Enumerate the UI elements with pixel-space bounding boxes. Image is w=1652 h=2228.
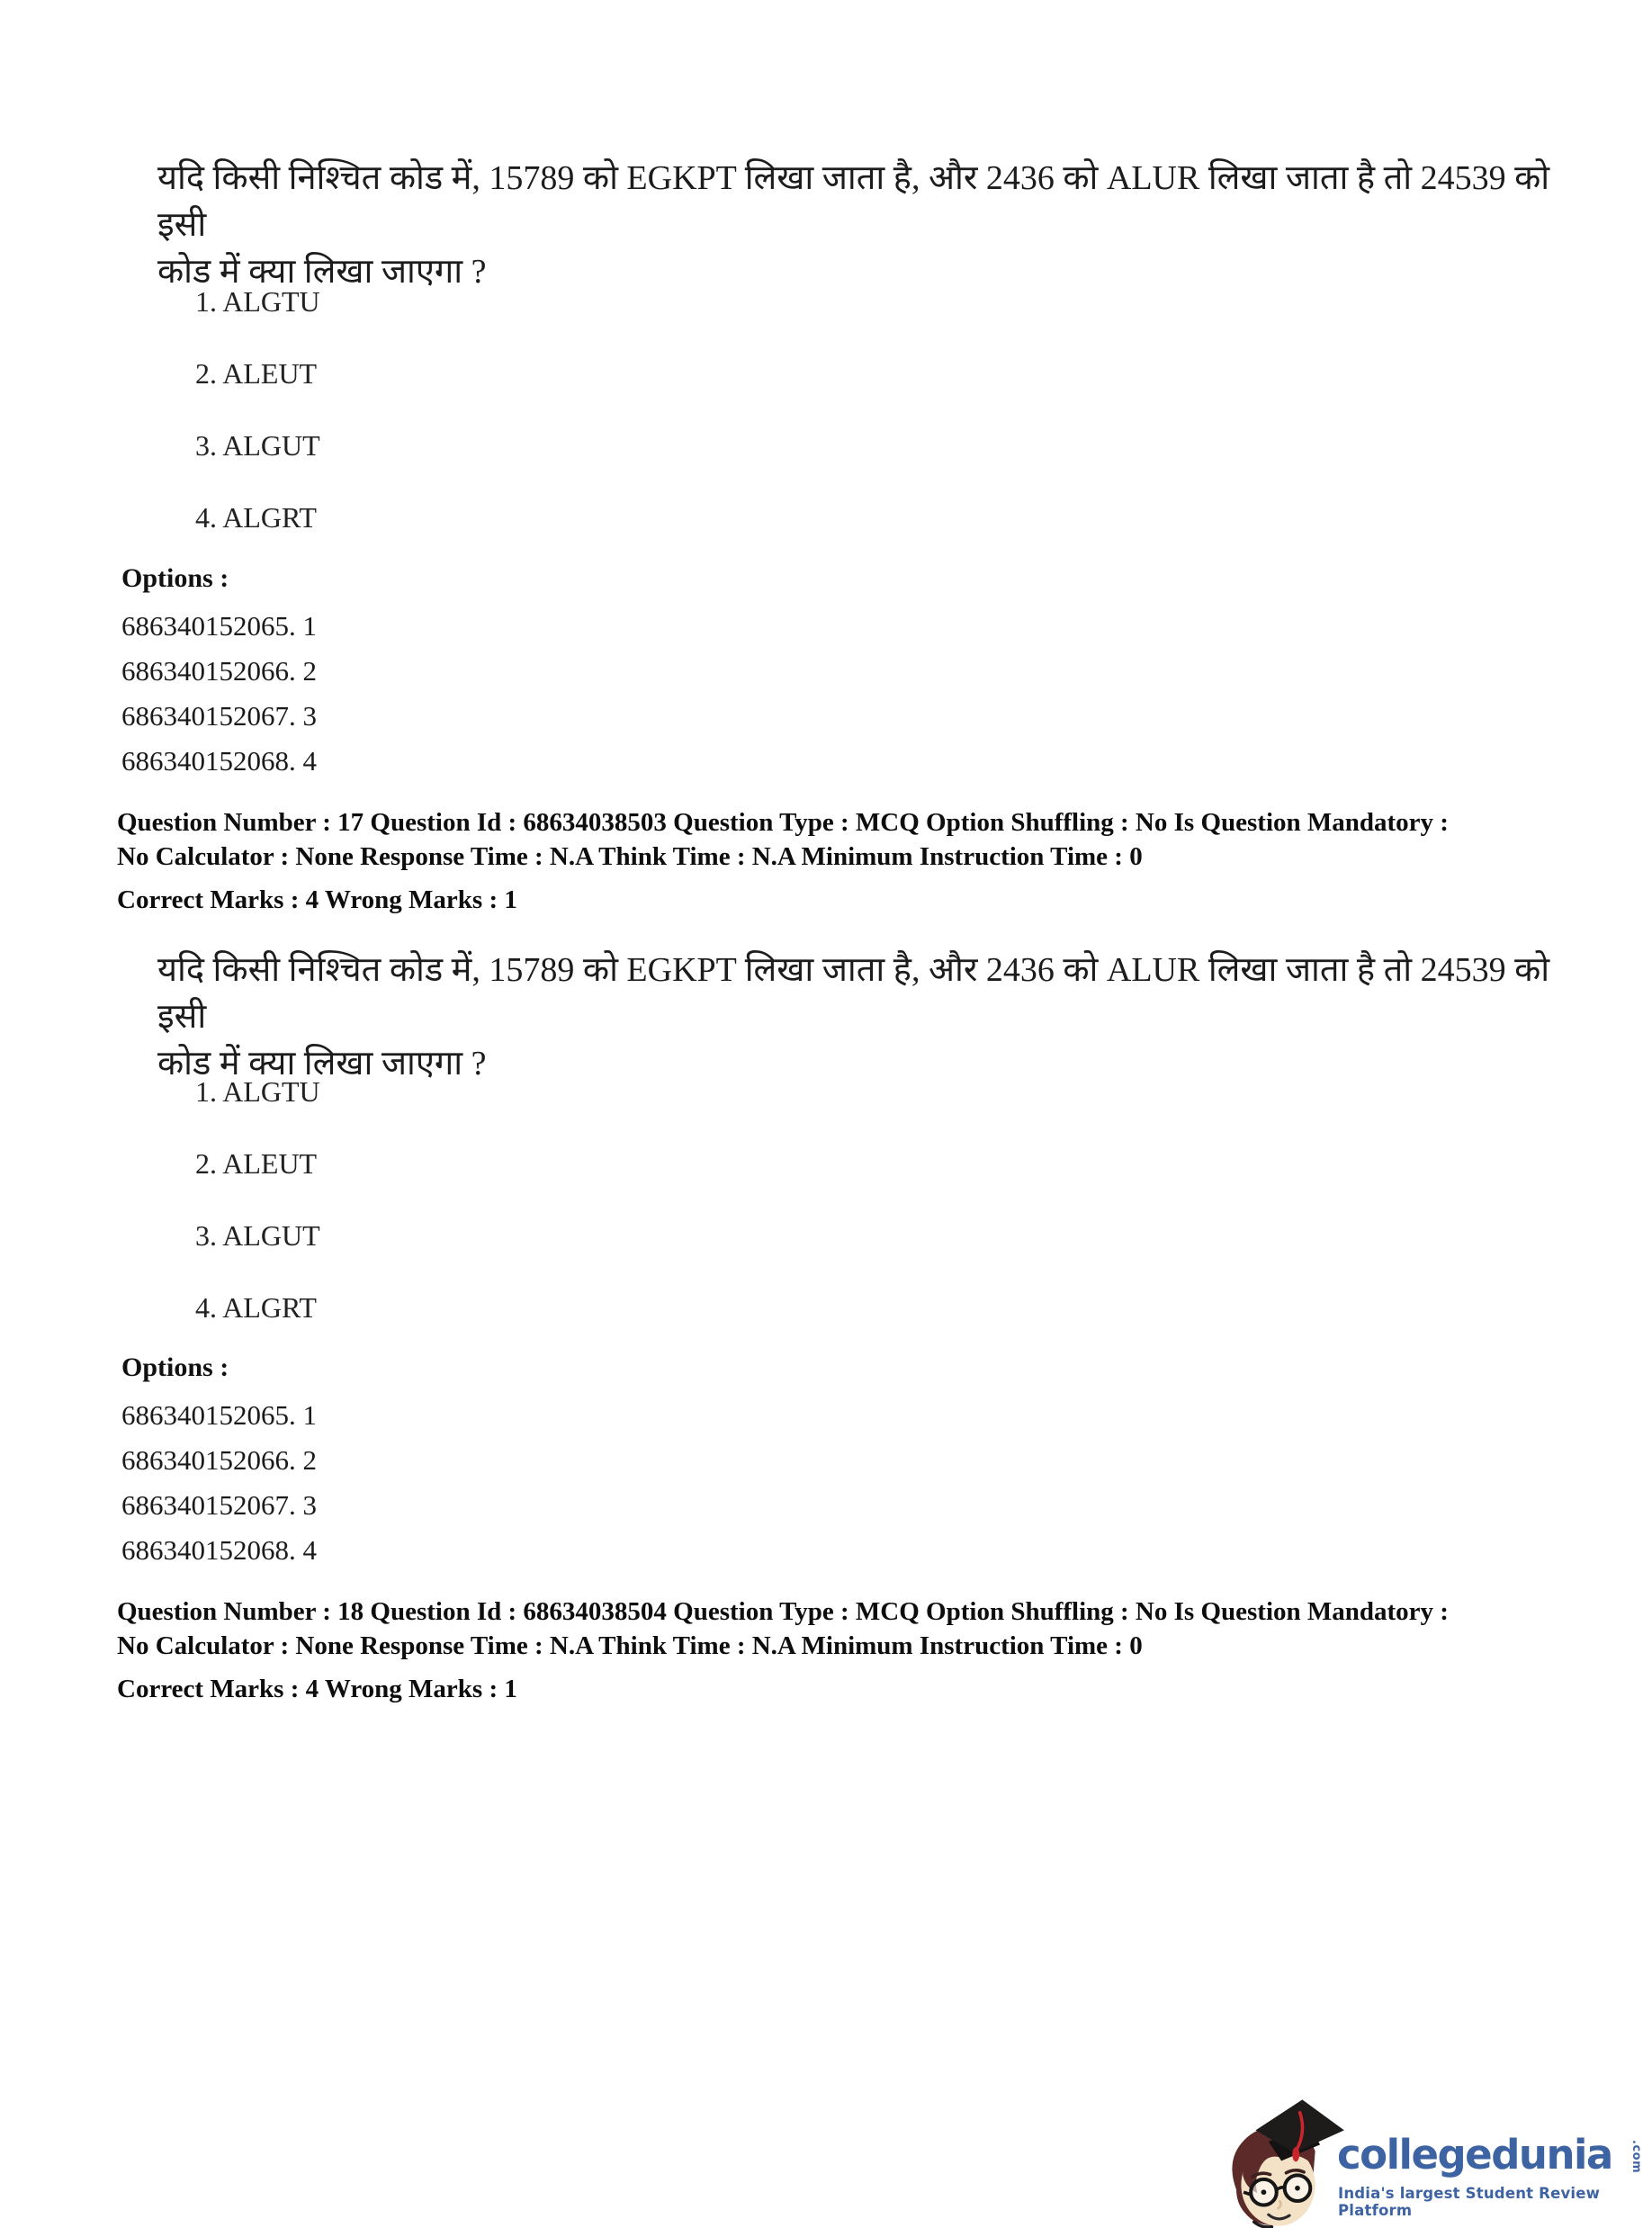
choice-item: 4. ALGRT xyxy=(195,1291,317,1324)
option-id-row: 686340152068. 4 xyxy=(121,1534,317,1566)
collegedunia-logo xyxy=(1220,2093,1652,2228)
option-id-row: 686340152067. 3 xyxy=(121,1489,317,1521)
question-text-line: कोड में क्या लिखा जाएगा ? xyxy=(157,1045,487,1083)
choices-list-1 xyxy=(195,283,320,535)
question-meta-line: Question Number : 17 Question Id : 68634038503 Question Type : MCQ Option Shuffling : No Is Question Mandatory : xyxy=(117,808,1449,837)
choice-item: 1. ALGTU xyxy=(195,1075,320,1108)
question-text-line: यदि किसी निश्चित कोड में, 15789 को EGKPT लिखा जाता है, और 2436 को ALUR लिखा जाता है तो 24539 को इसी xyxy=(157,951,1550,1036)
option-id-row: 686340152065. 1 xyxy=(121,1399,317,1431)
option-id-row: 686340152066. 2 xyxy=(121,655,317,687)
question-17-metadata xyxy=(117,805,1557,917)
question-18-metadata xyxy=(117,1595,1557,1706)
option-id-row: 686340152067. 3 xyxy=(121,700,317,732)
brand-domain-text: .com xyxy=(1630,2140,1643,2174)
option-id-row: 686340152065. 1 xyxy=(121,610,317,642)
question-meta-line: No Calculator : None Response Time : N.A Think Time : N.A Minimum Instruction Time : 0 xyxy=(117,1631,1143,1660)
choices-list-2 xyxy=(195,1074,320,1325)
choice-item: 3. ALGUT xyxy=(195,429,320,462)
question-text-block-1 xyxy=(157,155,1561,295)
question-text-line: यदि किसी निश्चित कोड में, 15789 को EGKPT लिखा जाता है, और 2436 को ALUR लिखा जाता है तो 24539 को इसी xyxy=(157,159,1550,244)
options-id-block-2 xyxy=(121,1352,317,1573)
question-meta-line: No Calculator : None Response Time : N.A Think Time : N.A Minimum Instruction Time : 0 xyxy=(117,842,1143,871)
choice-item: 3. ALGUT xyxy=(195,1219,320,1252)
option-id-row: 686340152066. 2 xyxy=(121,1444,317,1476)
question-text-block-2 xyxy=(157,947,1561,1087)
brand-text: collegedunia xyxy=(1337,2131,1612,2179)
choice-item: 1. ALGTU xyxy=(195,285,320,318)
choice-item: 4. ALGRT xyxy=(195,501,317,534)
question-meta-line: Question Number : 18 Question Id : 68634038504 Question Type : MCQ Option Shuffling : No Is Question Mandatory : xyxy=(117,1597,1449,1626)
brand-tagline: India's largest Student Review Platform xyxy=(1338,2185,1601,2219)
marks-line: Correct Marks : 4 Wrong Marks : 1 xyxy=(117,1675,517,1703)
student-mascot-icon xyxy=(1220,2095,1344,2228)
question-text-line: कोड में क्या लिखा जाएगा ? xyxy=(157,253,487,291)
option-id-row: 686340152068. 4 xyxy=(121,745,317,777)
options-heading: Options : xyxy=(121,563,229,593)
options-heading: Options : xyxy=(121,1352,229,1382)
choice-item: 2. ALEUT xyxy=(195,1147,318,1180)
marks-line: Correct Marks : 4 Wrong Marks : 1 xyxy=(117,885,517,914)
options-id-block-1 xyxy=(121,562,317,784)
choice-item: 2. ALEUT xyxy=(195,357,318,390)
